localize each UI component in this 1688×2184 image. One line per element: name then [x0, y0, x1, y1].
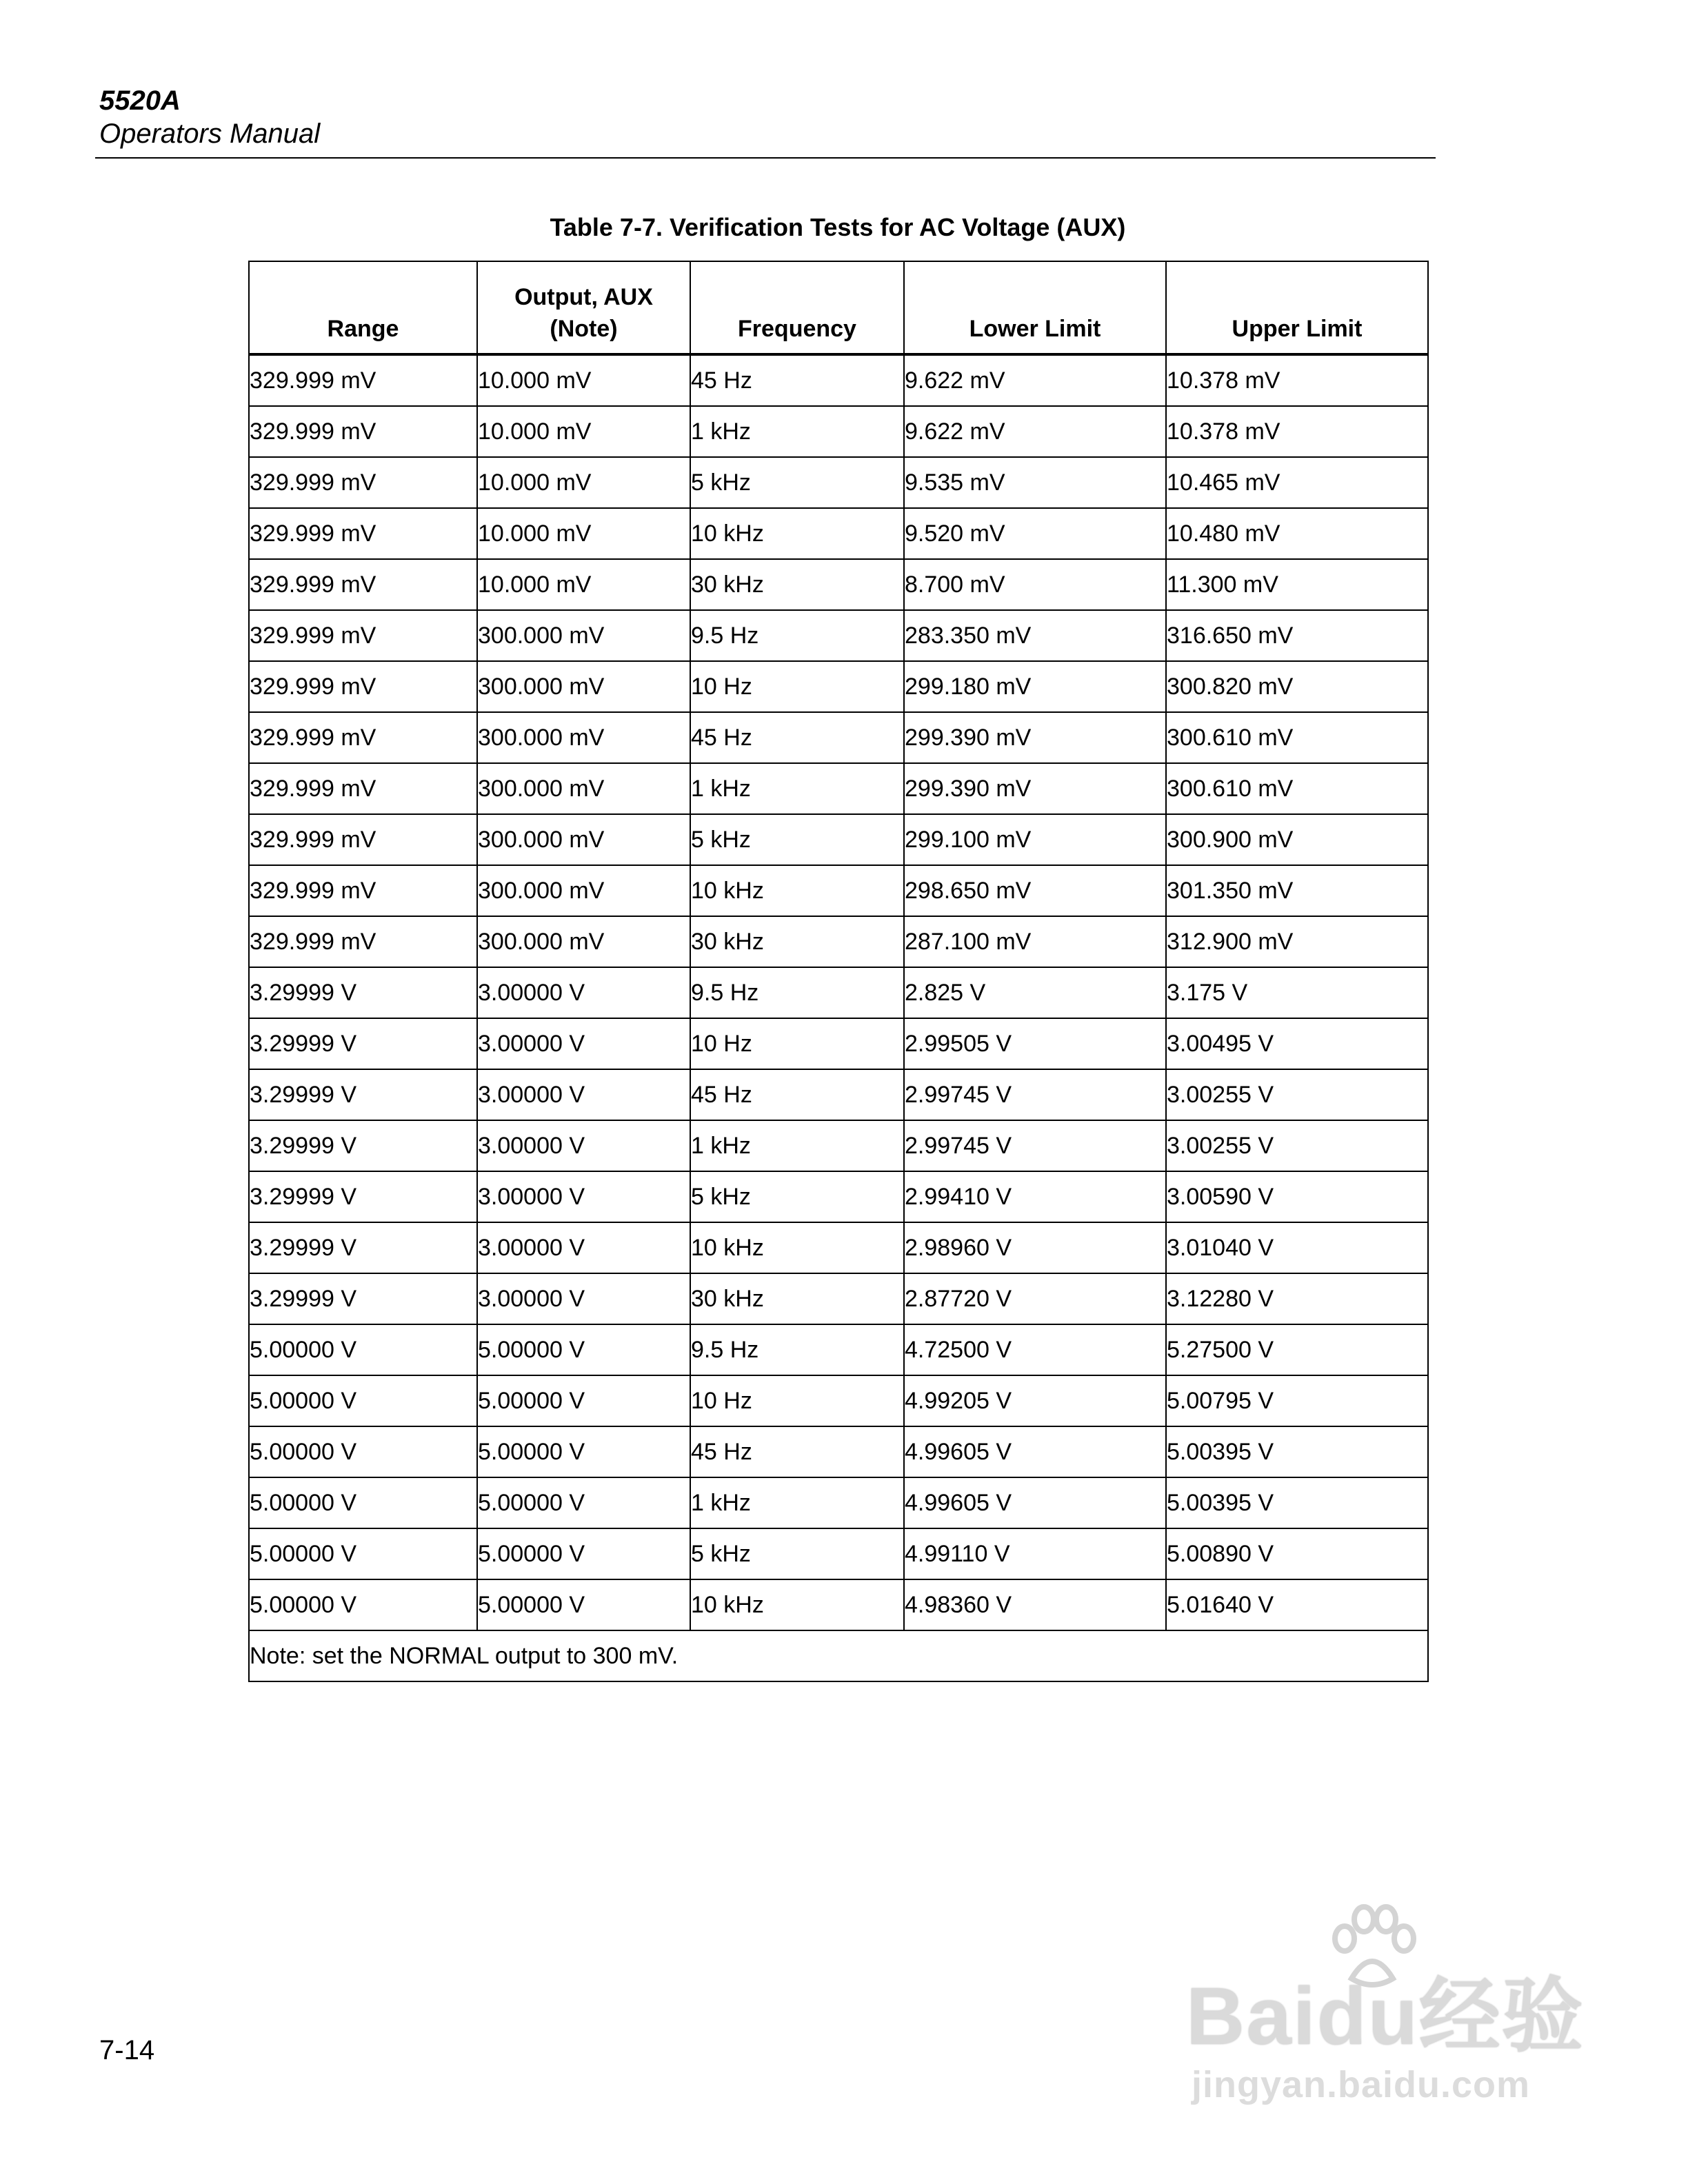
cell-range: 5.00000 V	[249, 1375, 477, 1426]
cell-output: 10.000 mV	[477, 457, 690, 508]
table-row	[249, 354, 1428, 406]
cell-upper-limit: 312.900 mV	[1166, 916, 1428, 967]
cell-frequency: 10 kHz	[690, 865, 904, 916]
table-row	[249, 1171, 1428, 1222]
cell-output: 3.00000 V	[477, 967, 690, 1018]
cell-frequency: 1 kHz	[690, 1477, 904, 1528]
cell-upper-limit: 10.465 mV	[1166, 457, 1428, 508]
cell-upper-limit: 3.00255 V	[1166, 1120, 1428, 1171]
cell-lower-limit: 2.87720 V	[904, 1273, 1166, 1324]
cell-upper-limit: 3.175 V	[1166, 967, 1428, 1018]
cell-range: 3.29999 V	[249, 1120, 477, 1171]
table-title: Table 7-7. Verification Tests for AC Voltage (AUX)	[550, 213, 1126, 241]
table-row	[249, 1018, 1428, 1069]
cell-output: 10.000 mV	[477, 508, 690, 559]
table-row	[249, 763, 1428, 814]
cell-lower-limit: 4.99205 V	[904, 1375, 1166, 1426]
cell-frequency: 45 Hz	[690, 712, 904, 763]
cell-range: 3.29999 V	[249, 1222, 477, 1273]
cell-upper-limit: 300.820 mV	[1166, 661, 1428, 712]
cell-range: 5.00000 V	[249, 1528, 477, 1579]
cell-range: 3.29999 V	[249, 1273, 477, 1324]
table-row	[249, 1069, 1428, 1120]
table-row	[249, 1579, 1428, 1630]
cell-range: 3.29999 V	[249, 1069, 477, 1120]
manual-subtitle: Operators Manual	[99, 119, 321, 149]
cell-output: 10.000 mV	[477, 406, 690, 457]
cell-range: 329.999 mV	[249, 457, 477, 508]
table-row	[249, 814, 1428, 865]
cell-frequency: 9.5 Hz	[690, 1324, 904, 1375]
header-divider	[95, 157, 1436, 159]
cell-output: 300.000 mV	[477, 712, 690, 763]
cell-lower-limit: 4.99605 V	[904, 1426, 1166, 1477]
table-row	[249, 1222, 1428, 1273]
cell-output: 5.00000 V	[477, 1528, 690, 1579]
cell-upper-limit: 300.610 mV	[1166, 712, 1428, 763]
cell-output: 10.000 mV	[477, 559, 690, 610]
header-range: Range	[249, 261, 477, 354]
cell-range: 329.999 mV	[249, 610, 477, 661]
header-upper-limit: Upper Limit	[1166, 261, 1428, 354]
cell-lower-limit: 2.99745 V	[904, 1120, 1166, 1171]
cell-upper-limit: 300.610 mV	[1166, 763, 1428, 814]
cell-output: 3.00000 V	[477, 1222, 690, 1273]
cell-range: 329.999 mV	[249, 712, 477, 763]
page-number: 7-14	[99, 2035, 155, 2065]
table-header-row	[249, 261, 1428, 354]
cell-lower-limit: 4.98360 V	[904, 1579, 1166, 1630]
cell-upper-limit: 5.00890 V	[1166, 1528, 1428, 1579]
cell-upper-limit: 300.900 mV	[1166, 814, 1428, 865]
cell-upper-limit: 3.12280 V	[1166, 1273, 1428, 1324]
table-row	[249, 661, 1428, 712]
cell-output: 5.00000 V	[477, 1477, 690, 1528]
cell-frequency: 45 Hz	[690, 1426, 904, 1477]
cell-output: 5.00000 V	[477, 1426, 690, 1477]
cell-lower-limit: 299.100 mV	[904, 814, 1166, 865]
cell-lower-limit: 9.622 mV	[904, 354, 1166, 406]
cell-lower-limit: 299.390 mV	[904, 763, 1166, 814]
table-row	[249, 1426, 1428, 1477]
cell-range: 3.29999 V	[249, 967, 477, 1018]
cell-upper-limit: 3.00590 V	[1166, 1171, 1428, 1222]
cell-range: 329.999 mV	[249, 354, 477, 406]
cell-lower-limit: 299.390 mV	[904, 712, 1166, 763]
baidu-watermark	[1186, 1903, 1614, 2110]
cell-frequency: 30 kHz	[690, 916, 904, 967]
table-row	[249, 1528, 1428, 1579]
cell-range: 329.999 mV	[249, 406, 477, 457]
cell-frequency: 1 kHz	[690, 406, 904, 457]
cell-frequency: 5 kHz	[690, 814, 904, 865]
cell-frequency: 45 Hz	[690, 1069, 904, 1120]
cell-lower-limit: 9.622 mV	[904, 406, 1166, 457]
cell-frequency: 10 kHz	[690, 1222, 904, 1273]
cell-output: 300.000 mV	[477, 865, 690, 916]
cell-lower-limit: 9.520 mV	[904, 508, 1166, 559]
cell-lower-limit: 4.72500 V	[904, 1324, 1166, 1375]
cell-upper-limit: 5.00395 V	[1166, 1477, 1428, 1528]
cell-upper-limit: 3.00495 V	[1166, 1018, 1428, 1069]
cell-range: 5.00000 V	[249, 1324, 477, 1375]
cell-lower-limit: 2.99745 V	[904, 1069, 1166, 1120]
cell-frequency: 30 kHz	[690, 1273, 904, 1324]
cell-lower-limit: 299.180 mV	[904, 661, 1166, 712]
verification-table	[248, 261, 1429, 1682]
cell-range: 329.999 mV	[249, 814, 477, 865]
table-row	[249, 967, 1428, 1018]
cell-range: 5.00000 V	[249, 1426, 477, 1477]
cell-lower-limit: 8.700 mV	[904, 559, 1166, 610]
table-note-row	[249, 1630, 1428, 1681]
table-row	[249, 1120, 1428, 1171]
cell-upper-limit: 10.378 mV	[1166, 406, 1428, 457]
cell-upper-limit: 316.650 mV	[1166, 610, 1428, 661]
cell-output: 3.00000 V	[477, 1120, 690, 1171]
cell-range: 5.00000 V	[249, 1579, 477, 1630]
cell-lower-limit: 298.650 mV	[904, 865, 1166, 916]
table-row	[249, 406, 1428, 457]
cell-range: 5.00000 V	[249, 1477, 477, 1528]
table-note: Note: set the NORMAL output to 300 mV.	[249, 1630, 1428, 1681]
cell-lower-limit: 2.99505 V	[904, 1018, 1166, 1069]
cell-upper-limit: 10.378 mV	[1166, 354, 1428, 406]
cell-frequency: 5 kHz	[690, 1528, 904, 1579]
header-output-aux: Output, AUX (Note)	[477, 261, 690, 354]
cell-output: 300.000 mV	[477, 610, 690, 661]
manual-model: 5520A	[99, 85, 181, 116]
table-row	[249, 610, 1428, 661]
cell-output: 3.00000 V	[477, 1273, 690, 1324]
table-row	[249, 865, 1428, 916]
cell-frequency: 30 kHz	[690, 559, 904, 610]
cell-output: 10.000 mV	[477, 354, 690, 406]
cell-output: 300.000 mV	[477, 661, 690, 712]
cell-frequency: 5 kHz	[690, 1171, 904, 1222]
cell-output: 5.00000 V	[477, 1579, 690, 1630]
cell-frequency: 10 Hz	[690, 1375, 904, 1426]
table-row	[249, 559, 1428, 610]
cell-range: 3.29999 V	[249, 1171, 477, 1222]
cell-upper-limit: 5.00395 V	[1166, 1426, 1428, 1477]
cell-range: 329.999 mV	[249, 661, 477, 712]
watermark-url: jingyan.baidu.com	[1192, 2064, 1531, 2105]
cell-frequency: 10 kHz	[690, 1579, 904, 1630]
cell-range: 329.999 mV	[249, 559, 477, 610]
cell-output: 3.00000 V	[477, 1171, 690, 1222]
cell-lower-limit: 4.99605 V	[904, 1477, 1166, 1528]
table-row	[249, 1375, 1428, 1426]
table-row	[249, 457, 1428, 508]
cell-lower-limit: 9.535 mV	[904, 457, 1166, 508]
cell-frequency: 9.5 Hz	[690, 610, 904, 661]
cell-upper-limit: 10.480 mV	[1166, 508, 1428, 559]
table-row	[249, 1273, 1428, 1324]
cell-lower-limit: 287.100 mV	[904, 916, 1166, 967]
cell-range: 329.999 mV	[249, 865, 477, 916]
cell-range: 3.29999 V	[249, 1018, 477, 1069]
cell-upper-limit: 3.00255 V	[1166, 1069, 1428, 1120]
cell-frequency: 5 kHz	[690, 457, 904, 508]
cell-range: 329.999 mV	[249, 916, 477, 967]
cell-upper-limit: 5.00795 V	[1166, 1375, 1428, 1426]
cell-range: 329.999 mV	[249, 763, 477, 814]
table-row	[249, 916, 1428, 967]
cell-lower-limit: 4.99110 V	[904, 1528, 1166, 1579]
cell-output: 300.000 mV	[477, 763, 690, 814]
cell-lower-limit: 2.98960 V	[904, 1222, 1166, 1273]
cell-frequency: 1 kHz	[690, 763, 904, 814]
cell-upper-limit: 3.01040 V	[1166, 1222, 1428, 1273]
cell-frequency: 10 Hz	[690, 661, 904, 712]
cell-upper-limit: 301.350 mV	[1166, 865, 1428, 916]
cell-lower-limit: 2.825 V	[904, 967, 1166, 1018]
cell-frequency: 45 Hz	[690, 354, 904, 406]
cell-output: 3.00000 V	[477, 1069, 690, 1120]
cell-lower-limit: 2.99410 V	[904, 1171, 1166, 1222]
cell-output: 300.000 mV	[477, 916, 690, 967]
cell-lower-limit: 283.350 mV	[904, 610, 1166, 661]
watermark-brand: Baidu经验	[1186, 1971, 1585, 2062]
header-lower-limit: Lower Limit	[904, 261, 1166, 354]
header-frequency: Frequency	[690, 261, 904, 354]
cell-upper-limit: 11.300 mV	[1166, 559, 1428, 610]
cell-range: 329.999 mV	[249, 508, 477, 559]
cell-output: 5.00000 V	[477, 1324, 690, 1375]
cell-frequency: 10 kHz	[690, 508, 904, 559]
cell-upper-limit: 5.01640 V	[1166, 1579, 1428, 1630]
cell-output: 5.00000 V	[477, 1375, 690, 1426]
table-row	[249, 508, 1428, 559]
cell-frequency: 10 Hz	[690, 1018, 904, 1069]
cell-frequency: 9.5 Hz	[690, 967, 904, 1018]
table-row	[249, 712, 1428, 763]
table-row	[249, 1477, 1428, 1528]
table-row	[249, 1324, 1428, 1375]
cell-output: 3.00000 V	[477, 1018, 690, 1069]
cell-frequency: 1 kHz	[690, 1120, 904, 1171]
cell-output: 300.000 mV	[477, 814, 690, 865]
cell-upper-limit: 5.27500 V	[1166, 1324, 1428, 1375]
